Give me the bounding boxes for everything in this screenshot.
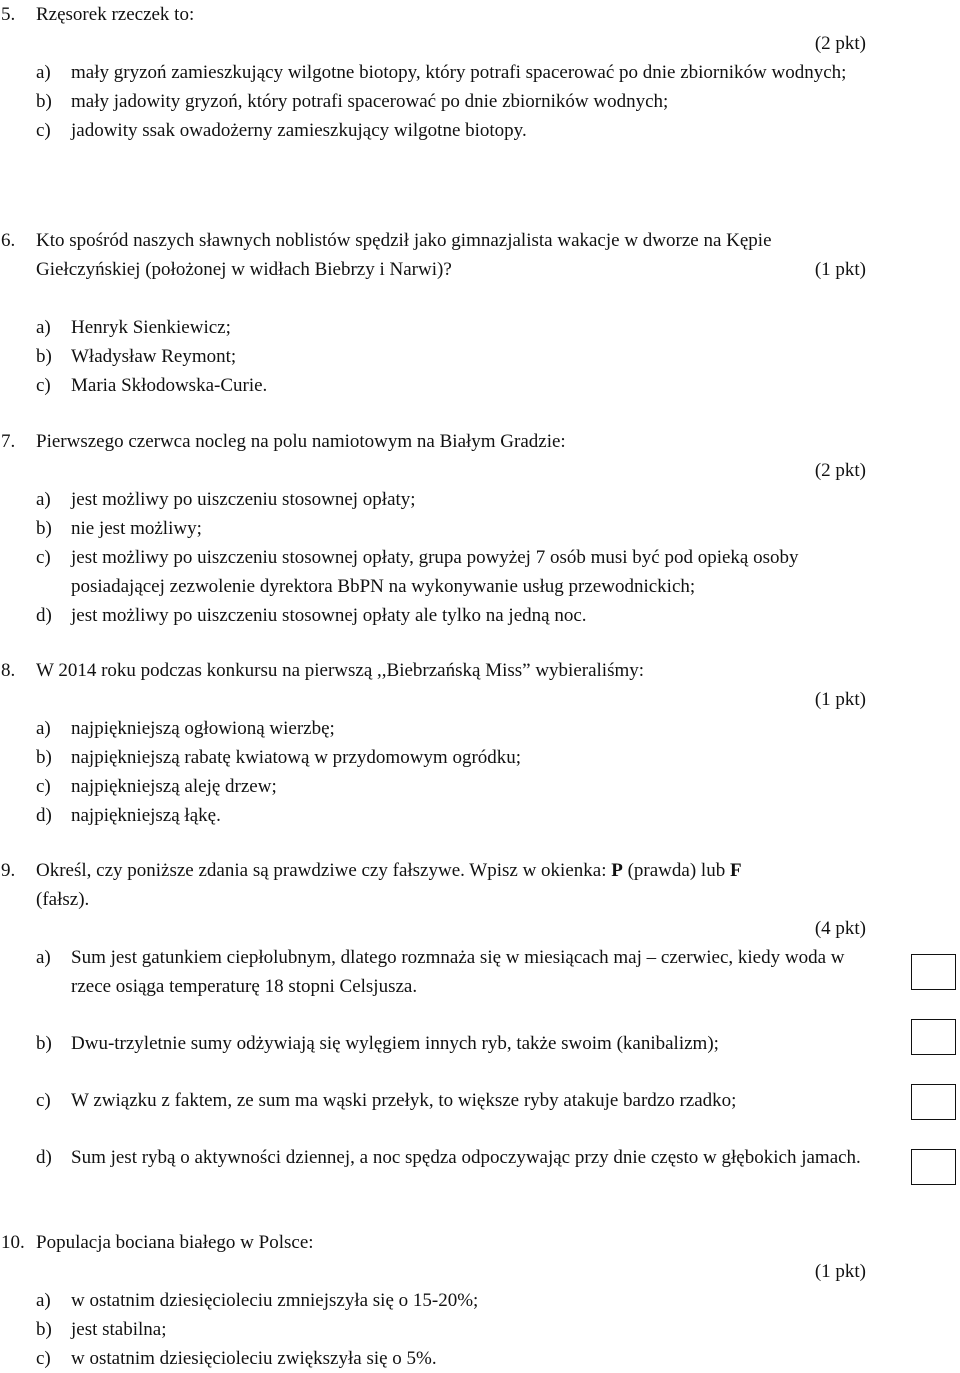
option-letter: a) xyxy=(36,1290,51,1311)
points-label: (1 pkt) xyxy=(814,1261,866,1282)
answer-option xyxy=(0,514,870,543)
option-text: w ostatnim dziesięcioleciu zwiększyła się o 5%. xyxy=(71,1348,437,1369)
question-number: 9. xyxy=(1,860,16,881)
option-letter: b) xyxy=(36,346,52,367)
option-letter: b) xyxy=(36,747,52,768)
answer-option xyxy=(0,1029,870,1058)
answer-option xyxy=(0,1344,870,1373)
question-number: 6. xyxy=(1,230,16,251)
answer-option xyxy=(0,743,870,772)
answer-option xyxy=(0,1086,870,1115)
option-text: jest możliwy po uiszczeniu stosownej opłaty, grupa powyżej 7 osób musi być pod opieką osoby posiadającej zezwolenie dyrektora BbPN na wykonywanie usług przewodnickich; xyxy=(71,547,799,597)
option-text: nie jest możliwy; xyxy=(71,518,202,539)
option-text: jest możliwy po uiszczeniu stosownej opłaty ale tylko na jedną noc. xyxy=(71,605,587,626)
question-text: Kto spośród naszych sławnych noblistów spędził jako gimnazjalista wakacje w dworze na Kępie xyxy=(36,230,772,251)
option-text: najpiękniejszą ogłowioną wierzbę; xyxy=(71,718,335,739)
answer-option xyxy=(0,1315,870,1344)
points-label: (1 pkt) xyxy=(814,689,866,710)
answer-box-b[interactable] xyxy=(911,1019,956,1055)
option-letter: d) xyxy=(36,805,52,826)
option-text: Sum jest rybą o aktywności dziennej, a noc spędza odpoczywając przy dnie często w głębokich jamach. xyxy=(71,1147,861,1168)
answer-box-c[interactable] xyxy=(911,1084,956,1120)
question-number: 5. xyxy=(1,4,16,25)
option-letter: b) xyxy=(36,1033,52,1054)
answer-box-d[interactable] xyxy=(911,1149,956,1185)
answer-option xyxy=(0,943,870,1001)
question-10 xyxy=(0,1228,870,1373)
question-text-continued: Giełczyńskiej (położonej w widłach Biebrzy i Narwi)? xyxy=(36,259,452,280)
points-label: (2 pkt) xyxy=(814,33,866,54)
question-text: Populacja bociana białego w Polsce: xyxy=(36,1232,314,1253)
points-label: (2 pkt) xyxy=(814,460,866,481)
option-letter: c) xyxy=(36,120,51,141)
question-number: 7. xyxy=(1,431,16,452)
option-text: jest możliwy po uiszczeniu stosownej opłaty; xyxy=(71,489,416,510)
question-text-continued: (fałsz). xyxy=(36,889,90,910)
answer-option xyxy=(0,58,870,87)
answer-option xyxy=(0,1286,870,1315)
answer-option xyxy=(0,87,870,116)
question-number: 8. xyxy=(1,660,16,681)
option-text: Dwu-trzyletnie sumy odżywiają się wylęgiem innych ryb, także swoim (kanibalizm); xyxy=(71,1033,719,1054)
answer-option xyxy=(0,342,870,371)
option-letter: b) xyxy=(36,91,52,112)
answer-option xyxy=(0,601,870,630)
option-letter: d) xyxy=(36,1147,52,1168)
question-9 xyxy=(0,856,870,1172)
option-letter: c) xyxy=(36,547,51,568)
answer-option xyxy=(0,543,870,601)
question-6 xyxy=(0,226,870,400)
answer-option xyxy=(0,116,870,145)
option-text: jest stabilna; xyxy=(71,1319,167,1340)
question-text: W 2014 roku podczas konkursu na pierwszą ,,Biebrzańską Miss” wybieraliśmy: xyxy=(36,660,645,681)
option-text: najpiękniejszą aleję drzew; xyxy=(71,776,277,797)
question-7 xyxy=(0,427,870,630)
option-text: W związku z faktem, ze sum ma wąski przełyk, to większe ryby atakuje bardzo rzadko; xyxy=(71,1090,737,1111)
question-8 xyxy=(0,656,870,830)
answer-option xyxy=(0,772,870,801)
answer-option xyxy=(0,801,870,830)
option-text: Henryk Sienkiewicz; xyxy=(71,317,231,338)
option-letter: a) xyxy=(36,947,51,968)
option-text: w ostatnim dziesięcioleciu zmniejszyła się o 15-20%; xyxy=(71,1290,479,1311)
question-text: Pierwszego czerwca nocleg na polu namiotowym na Białym Gradzie: xyxy=(36,431,566,452)
option-letter: a) xyxy=(36,489,51,510)
question-number: 10. xyxy=(1,1232,25,1253)
answer-box-a[interactable] xyxy=(911,954,956,990)
question-text: Określ, czy poniższe zdania są prawdziwe czy fałszywe. Wpisz w okienka: P (prawda) lub F xyxy=(36,860,742,881)
question-text: Rzęsorek rzeczek to: xyxy=(36,4,195,25)
option-letter: a) xyxy=(36,62,51,83)
question-5 xyxy=(0,0,870,145)
option-letter: c) xyxy=(36,776,51,797)
option-text: jadowity ssak owadożerny zamieszkujący wilgotne biotopy. xyxy=(71,120,527,141)
answer-option xyxy=(0,371,870,400)
option-text: mały jadowity gryzoń, który potrafi spacerować po dnie zbiorników wodnych; xyxy=(71,91,669,112)
answer-option xyxy=(0,313,870,342)
option-text: najpiękniejszą rabatę kwiatową w przydomowym ogródku; xyxy=(71,747,522,768)
option-letter: a) xyxy=(36,718,51,739)
answer-option xyxy=(0,485,870,514)
option-text: Maria Skłodowska-Curie. xyxy=(71,375,268,396)
answer-option xyxy=(0,714,870,743)
option-letter: d) xyxy=(36,605,52,626)
option-letter: c) xyxy=(36,375,51,396)
option-letter: c) xyxy=(36,1090,51,1111)
option-text: najpiękniejszą łąkę. xyxy=(71,805,221,826)
option-text: mały gryzoń zamieszkujący wilgotne biotopy, który potrafi spacerować po dnie zbiorników wodnych; xyxy=(71,62,847,83)
points-label: (1 pkt) xyxy=(814,259,866,280)
option-letter: b) xyxy=(36,518,52,539)
option-letter: b) xyxy=(36,1319,52,1340)
answer-option xyxy=(0,1143,870,1172)
option-text: Sum jest gatunkiem ciepłolubnym, dlatego rozmnaża się w miesiącach maj – czerwiec, kiedy woda w rzece osiąga temperaturę 18 stopni Celsjusza. xyxy=(71,947,845,997)
option-letter: a) xyxy=(36,317,51,338)
false-letter: F xyxy=(729,860,742,881)
option-letter: c) xyxy=(36,1348,51,1369)
true-letter: P xyxy=(611,860,623,881)
points-label: (4 pkt) xyxy=(814,918,866,939)
option-text: Władysław Reymont; xyxy=(71,346,237,367)
